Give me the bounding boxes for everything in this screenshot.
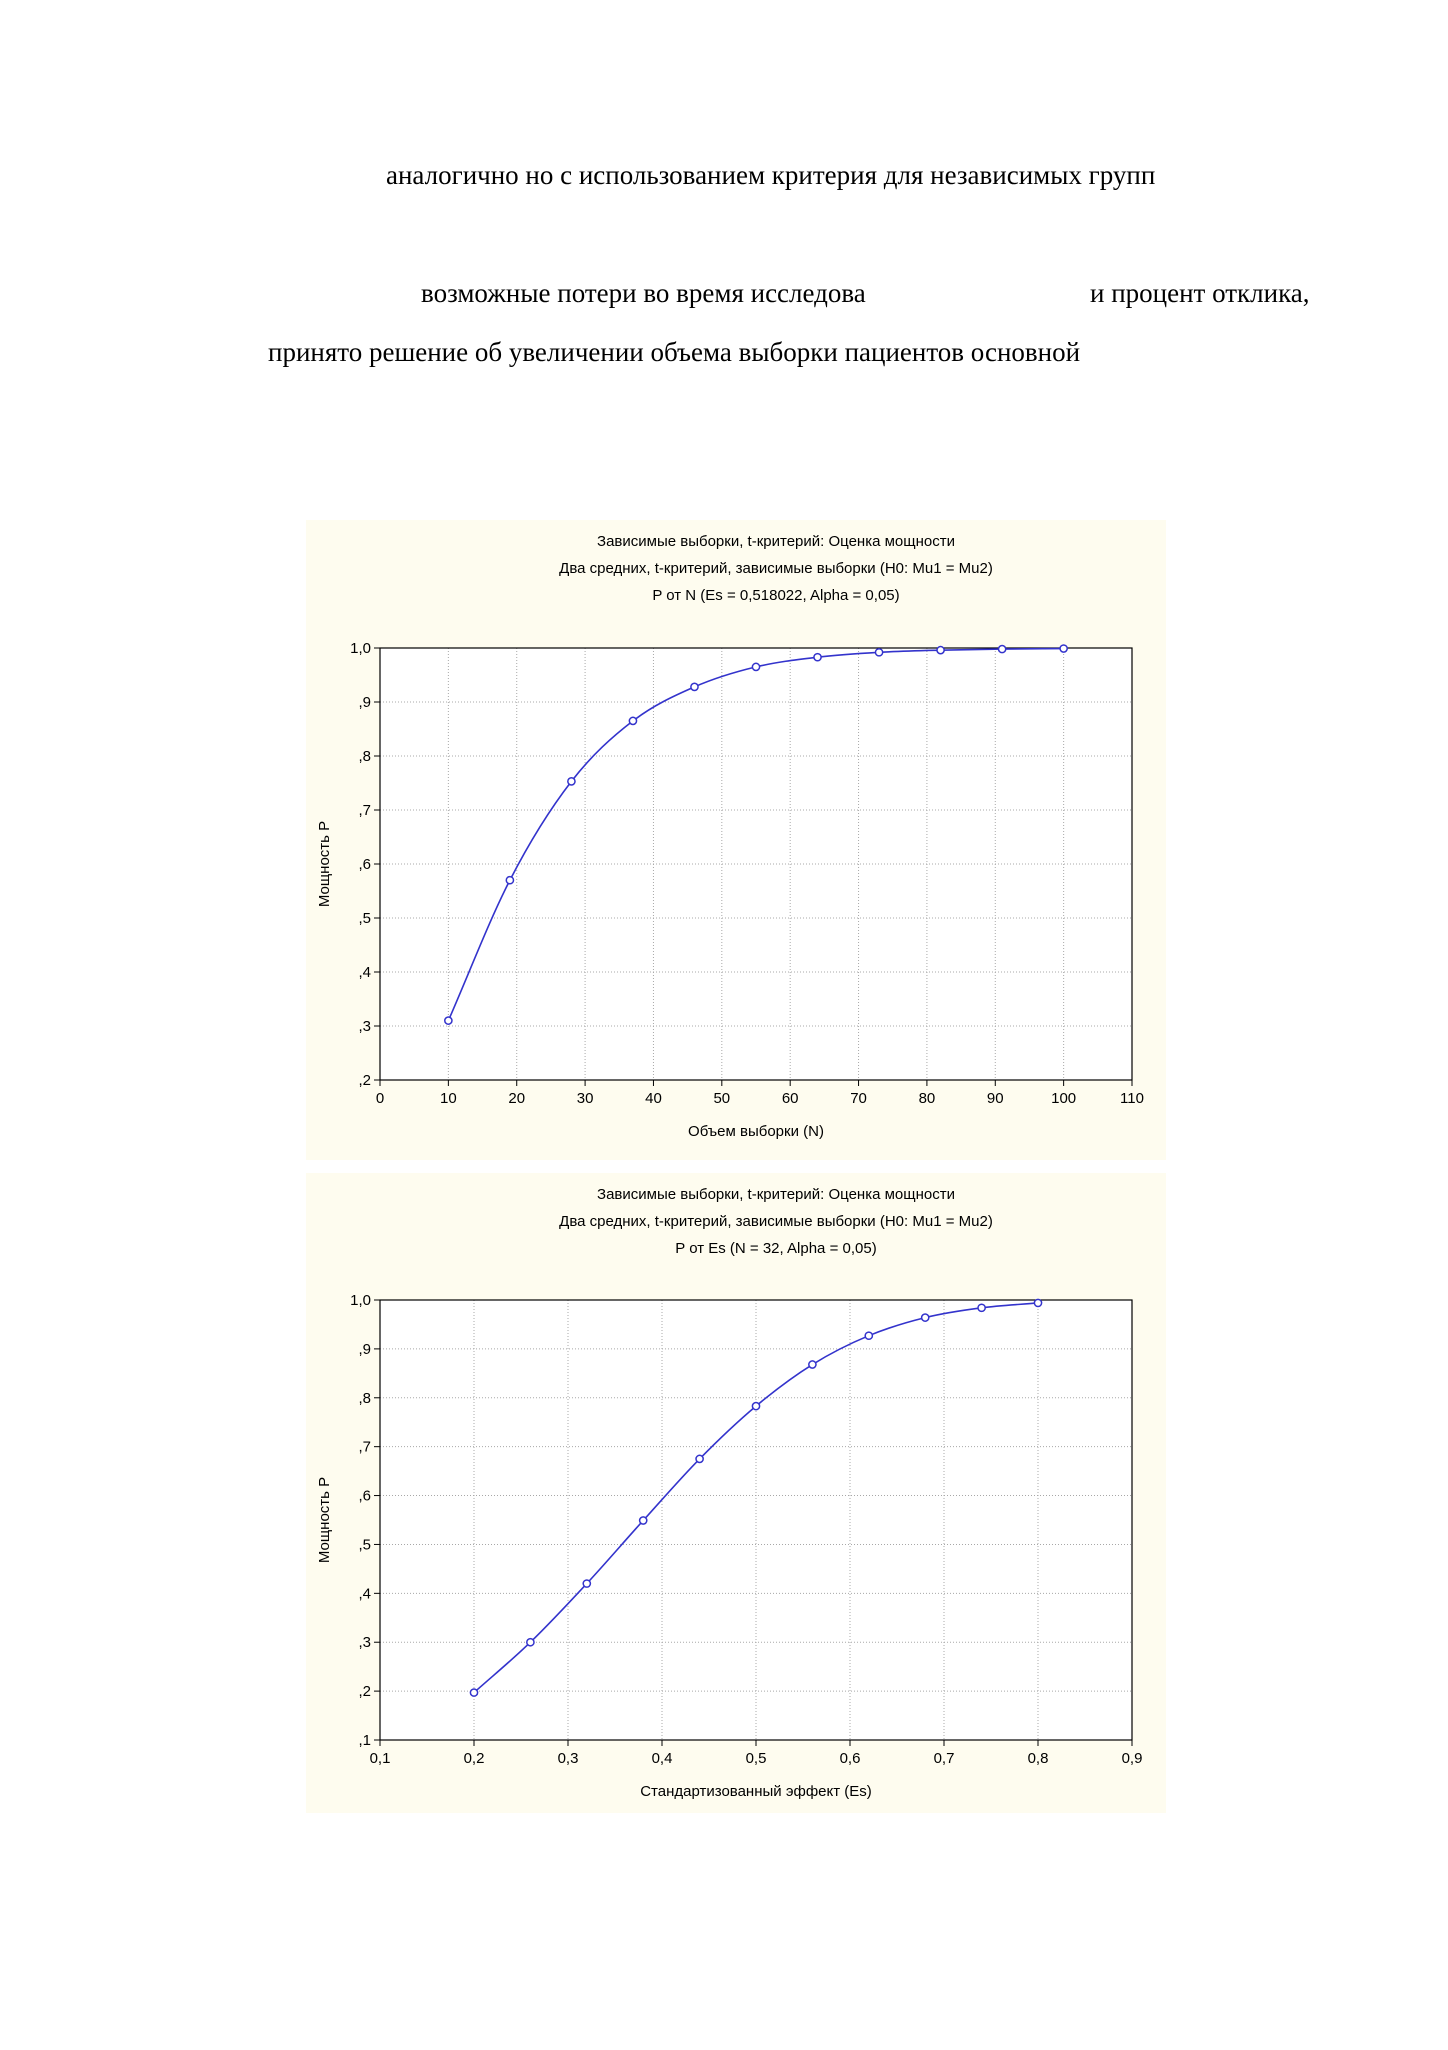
chart-subtitle: Два средних, t-критерий, зависимые выборки (H0: Mu1 = Mu2) [559,560,993,577]
y-tick-label: ,1 [358,1732,371,1749]
y-tick-label: ,4 [358,1585,371,1603]
data-point [1060,645,1067,652]
y-tick-label: ,6 [358,856,371,873]
y-tick-label: ,5 [358,1536,371,1554]
x-tick-label: 100 [1051,1090,1077,1107]
data-point [691,683,698,690]
data-point [752,663,759,670]
x-tick-label: 40 [645,1090,662,1107]
y-tick-label: 1,0 [350,640,371,657]
chart-title: Зависимые выборки, t-критерий: Оценка мощности [597,1186,955,1203]
power-vs-es-chart-svg [306,1173,1166,1813]
x-tick-label: 90 [986,1090,1004,1107]
y-tick-label: ,4 [358,964,371,981]
x-axis-label: Объем выборки (N) [688,1123,824,1140]
x-tick-label: 0,3 [557,1750,579,1767]
data-point [568,778,575,785]
y-tick-label: ,5 [358,910,371,927]
y-tick-label: ,8 [358,1389,371,1407]
paragraph-line-2-end: и процент отклика, [1090,278,1310,308]
x-tick-label: 50 [713,1090,731,1107]
data-point [470,1689,477,1696]
x-tick-label: 80 [918,1090,936,1107]
paragraph-line-3: принято решение об увеличении объема выборки пациентов основной [268,337,1081,367]
y-tick-label: ,9 [358,694,371,711]
x-tick-label: 30 [576,1090,594,1107]
y-tick-label: ,7 [358,802,371,819]
x-tick-label: 0,9 [1121,1750,1143,1767]
y-axis-label: Мощность P [316,820,333,908]
data-point [978,1304,985,1311]
power-vs-es-chart [306,1173,1166,1813]
chart-subtitle: Два средних, t-критерий, зависимые выборки (H0: Mu1 = Mu2) [559,1213,993,1230]
x-tick-label: 0,1 [369,1750,391,1767]
data-point [640,1517,647,1524]
data-point [865,1332,872,1339]
data-point [1034,1299,1041,1306]
y-tick-label: ,6 [358,1487,371,1505]
data-point [814,654,821,661]
x-tick-label: 70 [850,1090,867,1107]
x-axis-label: Стандартизованный эффект (Es) [640,1783,872,1800]
data-point [999,645,1006,652]
power-vs-n-chart [306,520,1166,1160]
chart-title: Зависимые выборки, t-критерий: Оценка мощности [597,533,955,550]
x-tick-label: 10 [440,1090,457,1107]
x-tick-label: 0,7 [933,1750,955,1767]
data-point [752,1402,759,1409]
data-point [445,1017,452,1024]
power-vs-n-chart-svg [306,520,1166,1160]
paragraph-line-2-start: возможные потери во время исследова [421,278,866,308]
x-tick-label: 0,5 [745,1750,767,1767]
data-point [527,1639,534,1646]
data-point [922,1314,929,1321]
x-tick-label: 0,4 [651,1750,673,1767]
y-tick-label: 1,0 [350,1292,371,1309]
x-tick-label: 60 [781,1090,799,1107]
y-axis-label: Мощность P [316,1476,333,1564]
y-tick-label: ,2 [358,1072,371,1089]
x-tick-label: 0 [375,1090,385,1107]
x-tick-label: 0,2 [463,1750,485,1767]
data-point [583,1580,590,1587]
y-tick-label: ,9 [358,1340,371,1358]
data-point [809,1361,816,1368]
y-tick-label: ,2 [358,1683,371,1701]
x-tick-label: 110 [1120,1090,1144,1107]
data-point [696,1455,703,1462]
x-tick-label: 0,8 [1027,1750,1049,1767]
data-point [875,649,882,656]
x-tick-label: 20 [508,1090,526,1107]
y-tick-label: ,8 [358,748,371,765]
x-tick-label: 0,6 [839,1750,861,1767]
y-tick-label: ,3 [358,1018,371,1035]
data-point [937,647,944,654]
chart-subtitle-2: P от Es (N = 32, Alpha = 0,05) [675,1240,877,1257]
y-tick-label: ,7 [358,1438,371,1456]
chart-subtitle-2: P от N (Es = 0,518022, Alpha = 0,05) [652,587,900,604]
y-tick-label: ,3 [358,1634,371,1652]
data-point [629,717,636,724]
paragraph-line-1: аналогично но с использованием критерия для независимых групп [386,160,1156,190]
data-point [506,877,513,884]
